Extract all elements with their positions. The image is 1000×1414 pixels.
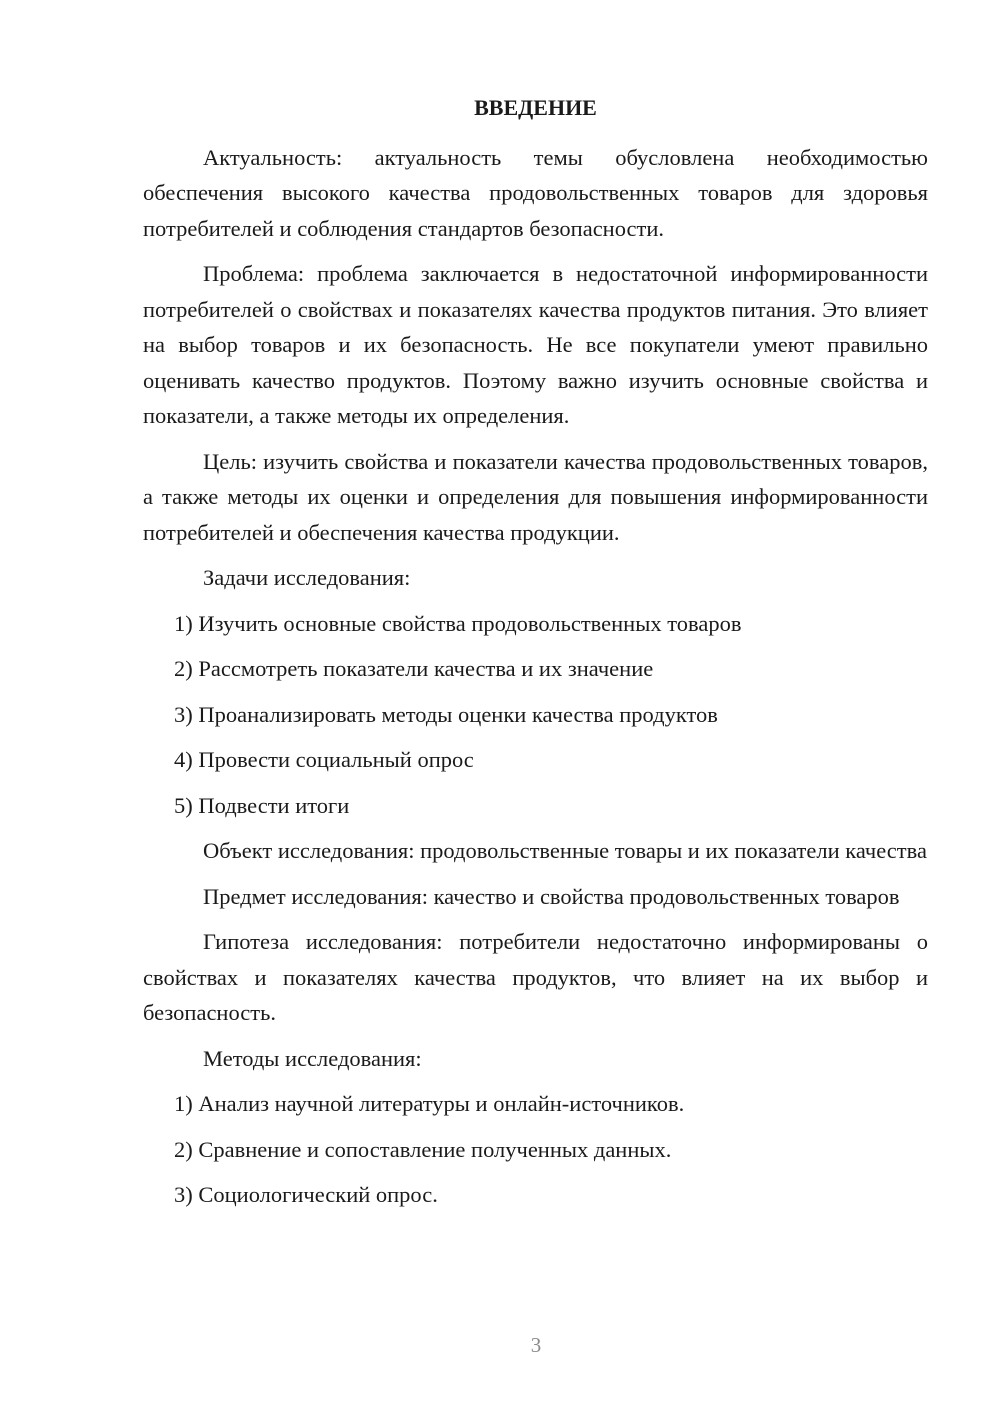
- list-item: 2) Рассмотреть показатели качества и их значение: [174, 656, 654, 681]
- list-item: 5) Подвести итоги: [174, 792, 350, 818]
- list-item: 1) Анализ научной литературы и онлайн-источников.: [174, 1091, 685, 1116]
- list-item: 4) Провести социальный опрос: [174, 747, 474, 772]
- relevance-paragraph: Актуальность: актуальность темы обусловлена необходимостью обеспечения высокого качества продовольственных товаров для здоровья потребителей и соблюдения стандартов безопасности.: [143, 144, 928, 241]
- goal-paragraph: Цель: изучить свойства и показатели качества продовольственных товаров, а также методы их оценки и определения для повышения информированности потребителей и обеспечения качества продукции.: [143, 448, 928, 545]
- object-paragraph: Объект исследования: продовольственные товары и их показатели качества: [203, 838, 927, 863]
- tasks-list: [143, 606, 928, 824]
- list-item: 1) Изучить основные свойства продовольственных товаров: [174, 610, 742, 636]
- list-item: 3) Проанализировать методы оценки качества продуктов: [174, 701, 718, 727]
- list-item: 2) Сравнение и сопоставление полученных данных.: [174, 1136, 672, 1162]
- subject-paragraph: Предмет исследования: качество и свойства продовольственных товаров: [203, 883, 900, 909]
- tasks-label: Задачи исследования:: [203, 565, 411, 590]
- hypothesis-paragraph: Гипотеза исследования: потребители недостаточно информированы о свойствах и показателях качества продуктов, что влияет на их выбор и безопасность.: [143, 929, 928, 1025]
- methods-list: [143, 1086, 928, 1213]
- page-number: 3: [530, 1333, 542, 1357]
- page-content: [143, 90, 928, 1223]
- list-item: 3) Социологический опрос.: [174, 1182, 438, 1207]
- methods-label: Методы исследования:: [203, 1045, 422, 1071]
- section-title: ВВЕДЕНИЕ: [474, 95, 597, 120]
- problem-paragraph: Проблема: проблема заключается в недостаточной информированности потребителей о свойствах и показателях качества продуктов питания. Это влияет на выбор товаров и их безопасность. Не все покупатели умеют правильно оценивать качество продуктов. Поэтому важно изучить основные свойства и показатели, а также методы их определения.: [143, 261, 928, 428]
